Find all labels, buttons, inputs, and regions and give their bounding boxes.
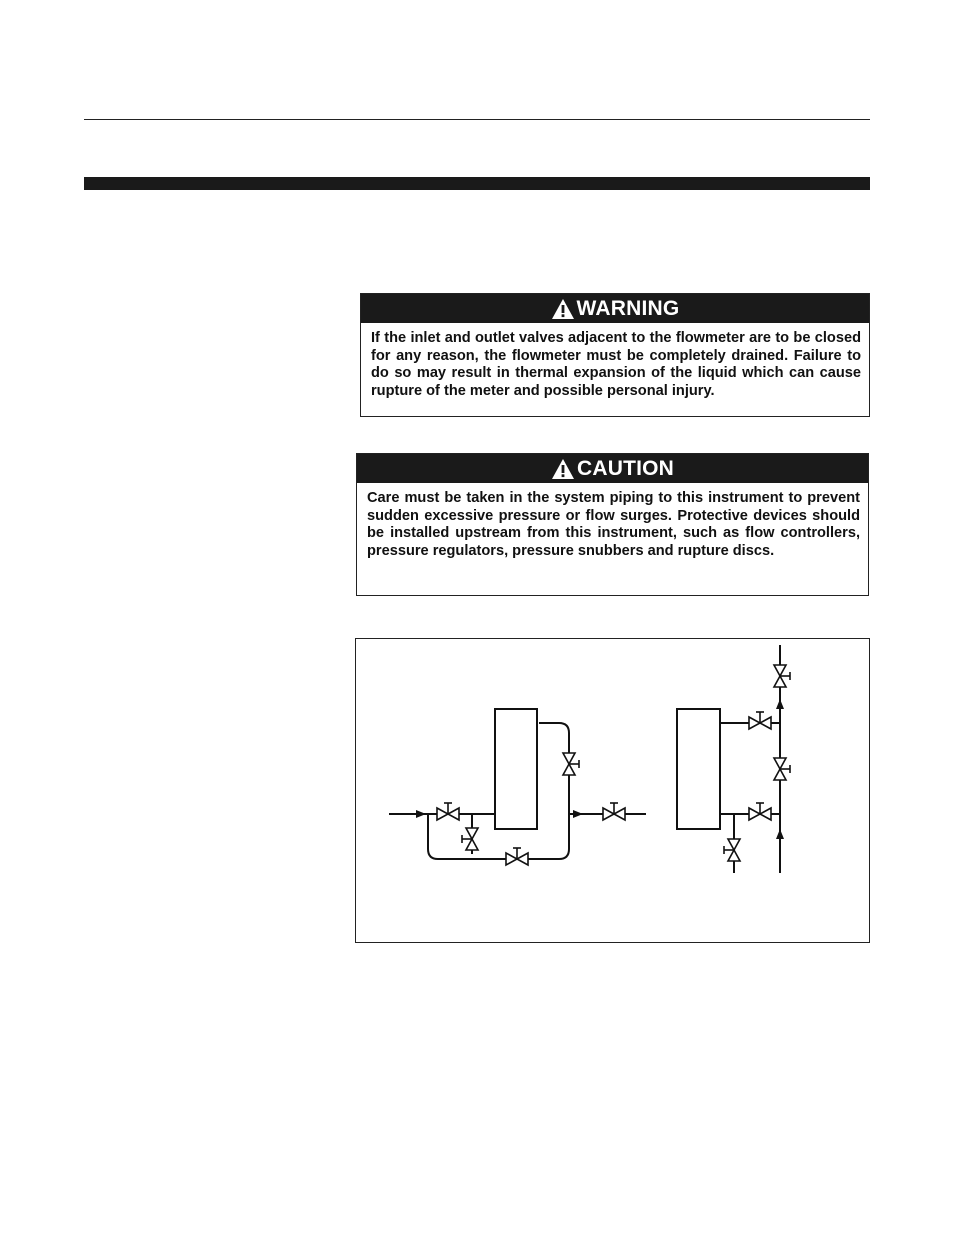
piping-diagram-drawing <box>356 639 871 944</box>
warning-header <box>361 294 869 323</box>
warning-box <box>360 293 870 417</box>
warning-title: WARNING <box>576 296 680 320</box>
piping-diagram <box>355 638 870 943</box>
bypass-valve-icon <box>506 848 528 865</box>
warning-triangle-icon <box>551 298 575 320</box>
lower-branch-valve-icon <box>749 803 771 820</box>
warning-text: If the inlet and outlet valves adjacent to the flowmeter are to be closed for any reason, the flowmeter must be completely drained. Failure to do so may result in thermal expansion of the liquid which can cause rupture of the meter and possible personal injury. <box>371 330 861 399</box>
warning-triangle-icon <box>551 458 575 480</box>
caution-title: CAUTION <box>576 456 675 480</box>
caution-box <box>356 453 869 596</box>
header-rule <box>84 119 870 120</box>
outlet-riser-valve-icon <box>563 753 579 775</box>
bypass-piping-left <box>389 709 646 859</box>
section-bar <box>84 177 870 190</box>
top-valve-icon <box>774 665 790 687</box>
caution-text: Care must be taken in the system piping to this instrument to prevent sudden excessive pressure or flow surges. Protective devices should be installed upstream from this instrument, such as flow controllers, pressure regulators, pressure snubbers and rupture discs. <box>367 490 860 559</box>
upper-branch-valve-icon <box>749 712 771 729</box>
caution-header <box>357 454 868 483</box>
drain-valve-icon <box>724 839 740 861</box>
main-line-valve-icon <box>774 758 790 780</box>
inlet-valve-icon <box>437 803 459 820</box>
outlet-valve-icon <box>603 803 625 820</box>
drain-valve-icon <box>462 828 478 850</box>
